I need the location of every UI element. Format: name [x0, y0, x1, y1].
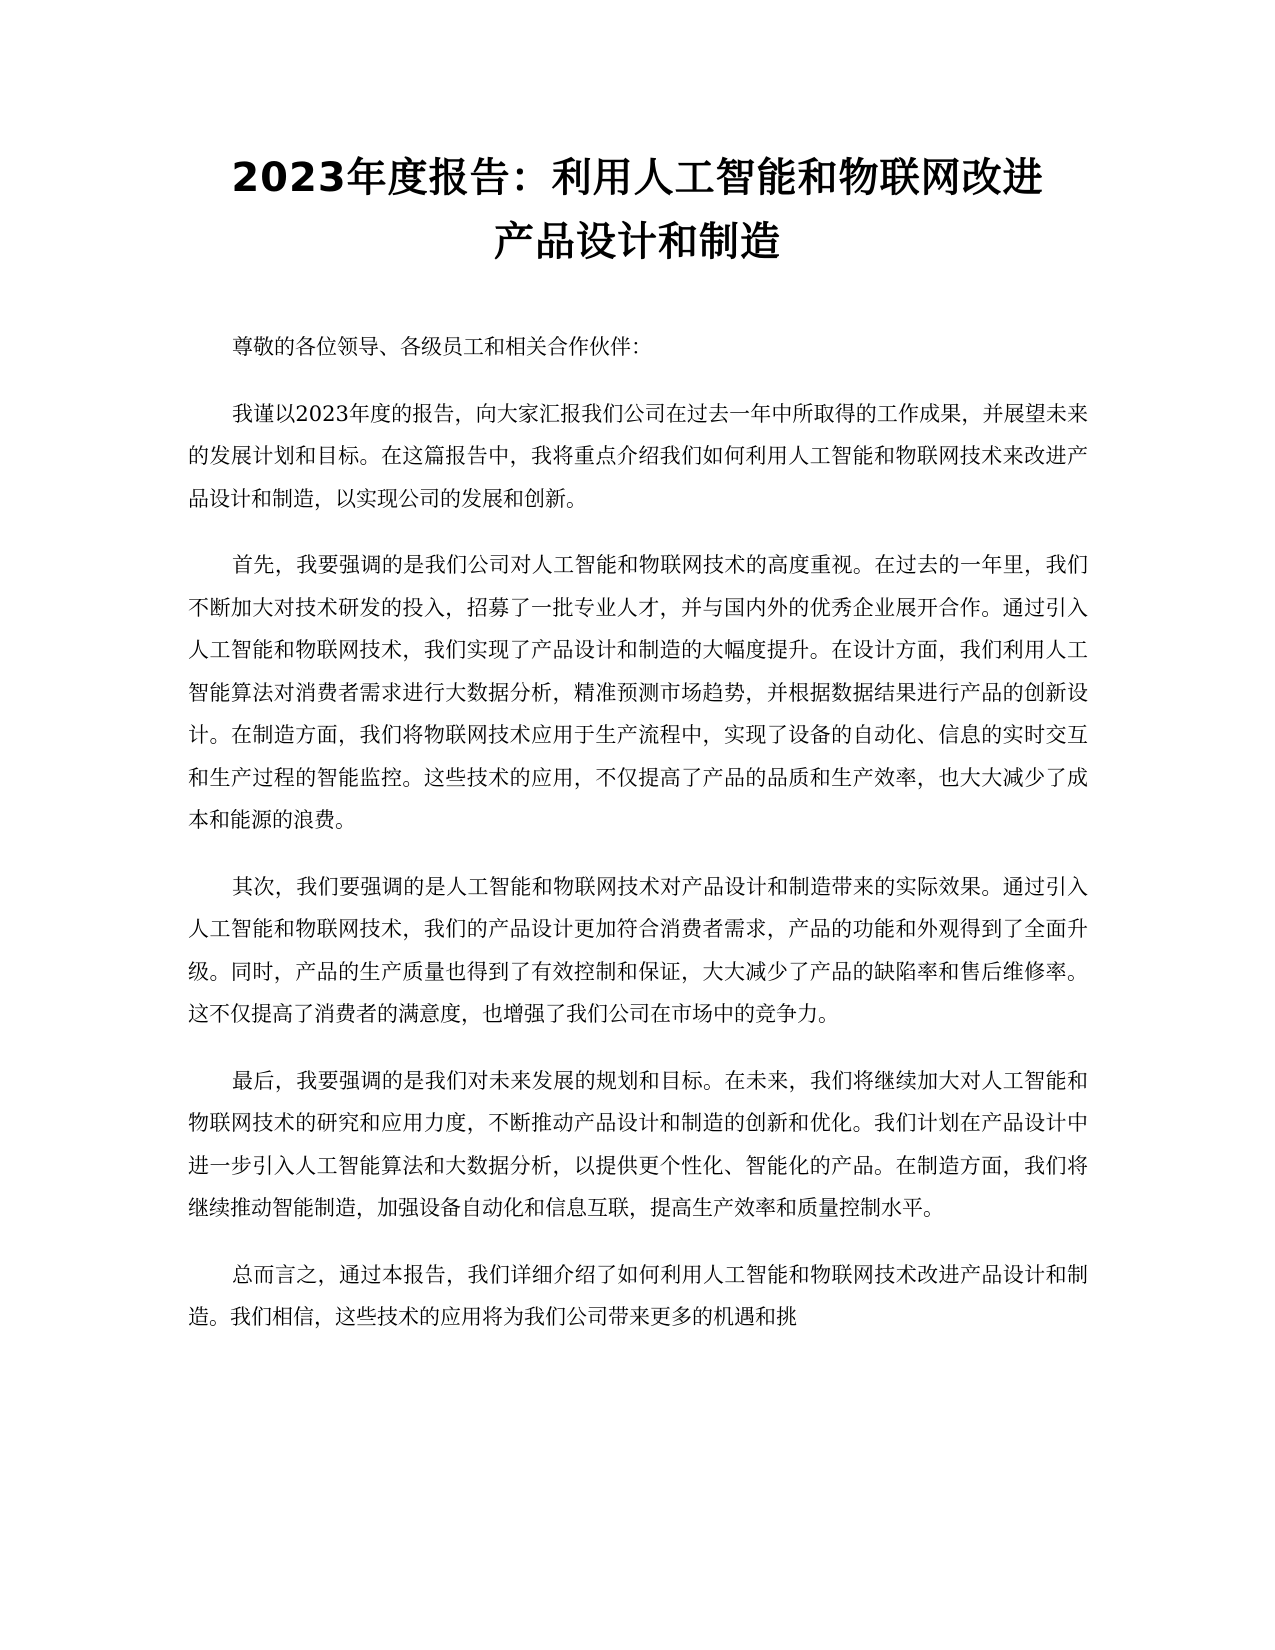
body-paragraph-second: 其次，我们要强调的是人工智能和物联网技术对产品设计和制造带来的实际效果。通过引入人工智能和物联网技术，我们的产品设计更加符合消费者需求，产品的功能和外观得到了全面升级。同时，产品的生产质量也得到了有效控制和保证，大大减少了产品的缺陷率和售后维修率。这不仅提高了消费者的满意度，也增强了我们公司在市场中的竞争力。	[188, 874, 1088, 1026]
intro-paragraph: 我谨以2023年度的报告，向大家汇报我们公司在过去一年中所取得的工作成果，并展望未来的发展计划和目标。在这篇报告中，我将重点介绍我们如何利用人工智能和物联网技术来改进产品设计和制造，以实现公司的发展和创新。	[188, 401, 1088, 511]
conclusion-paragraph: 总而言之，通过本报告，我们详细介绍了如何利用人工智能和物联网技术改进产品设计和制造。我们相信，这些技术的应用将为我们公司带来更多的机遇和挑	[188, 1262, 1088, 1329]
document-title	[150, 146, 1125, 274]
document-body	[188, 326, 1088, 1363]
salutation-paragraph: 尊敬的各位领导、各级员工和相关合作伙伴：	[232, 335, 652, 359]
title-line-2: 产品设计和制造	[494, 219, 781, 265]
body-paragraph-last: 最后，我要强调的是我们对未来发展的规划和目标。在未来，我们将继续加大对人工智能和物联网技术的研究和应用力度，不断推动产品设计和制造的创新和优化。我们计划在产品设计中进一步引入人工智能算法和大数据分析，以提供更个性化、智能化的产品。在制造方面，我们将继续推动智能制造，加强设备自动化和信息互联，提高生产效率和质量控制水平。	[188, 1068, 1088, 1220]
body-paragraph-first: 首先，我要强调的是我们公司对人工智能和物联网技术的高度重视。在过去的一年里，我们不断加大对技术研发的投入，招募了一批专业人才，并与国内外的优秀企业展开合作。通过引入人工智能和物联网技术，我们实现了产品设计和制造的大幅度提升。在设计方面，我们利用人工智能算法对消费者需求进行大数据分析，精准预测市场趋势，并根据数据结果进行产品的创新设计。在制造方面，我们将物联网技术应用于生产流程中，实现了设备的自动化、信息的实时交互和生产过程的智能监控。这些技术的应用，不仅提高了产品的品质和生产效率，也大大减少了成本和能源的浪费。	[188, 553, 1088, 832]
title-line-1: 2023年度报告：利用人工智能和物联网改进	[231, 155, 1044, 201]
